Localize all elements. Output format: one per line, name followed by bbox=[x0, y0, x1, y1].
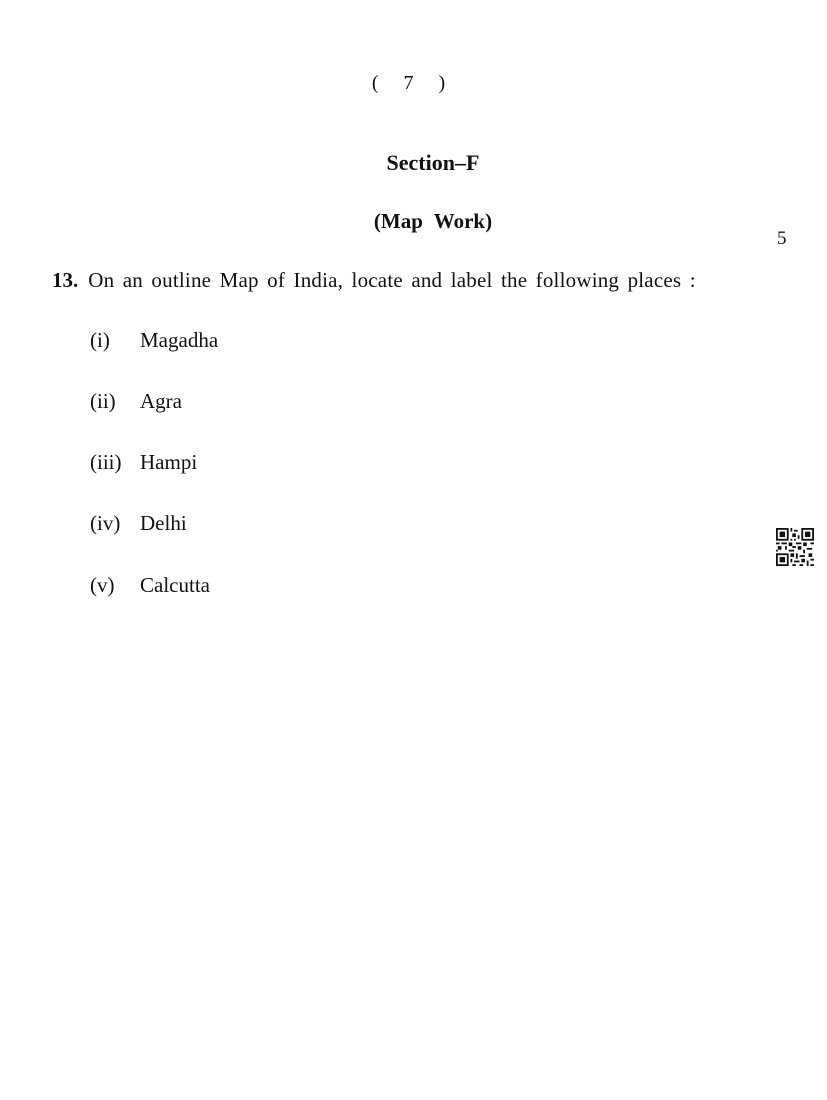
page-number: ( 7 ) bbox=[371, 72, 456, 94]
list-item bbox=[90, 450, 197, 475]
list-item-text: Calcutta bbox=[140, 573, 210, 597]
list-item bbox=[90, 511, 187, 536]
list-item-number: (v) bbox=[90, 573, 115, 597]
list-item-number: (iii) bbox=[90, 450, 122, 474]
list-item bbox=[90, 389, 182, 414]
list-item bbox=[90, 328, 218, 353]
question-number: 13. bbox=[52, 268, 79, 292]
marks-label: 5 bbox=[777, 228, 787, 249]
list-item-number: (i) bbox=[90, 328, 110, 352]
list-item-text: Hampi bbox=[140, 450, 198, 474]
list-item-text: Delhi bbox=[140, 511, 187, 535]
list-item-number: (iv) bbox=[90, 511, 121, 535]
question-text: On an outline Map of India, locate and label the following places : bbox=[88, 268, 696, 292]
qr-code-icon bbox=[776, 528, 814, 566]
list-item-number: (ii) bbox=[90, 389, 116, 413]
list-item-text: Agra bbox=[140, 389, 182, 413]
list-item bbox=[90, 573, 210, 598]
section-title: Section–F bbox=[386, 150, 480, 175]
section-subtitle: (Map Work) bbox=[373, 209, 493, 233]
question-13 bbox=[52, 268, 772, 293]
list-item-text: Magadha bbox=[140, 328, 219, 352]
